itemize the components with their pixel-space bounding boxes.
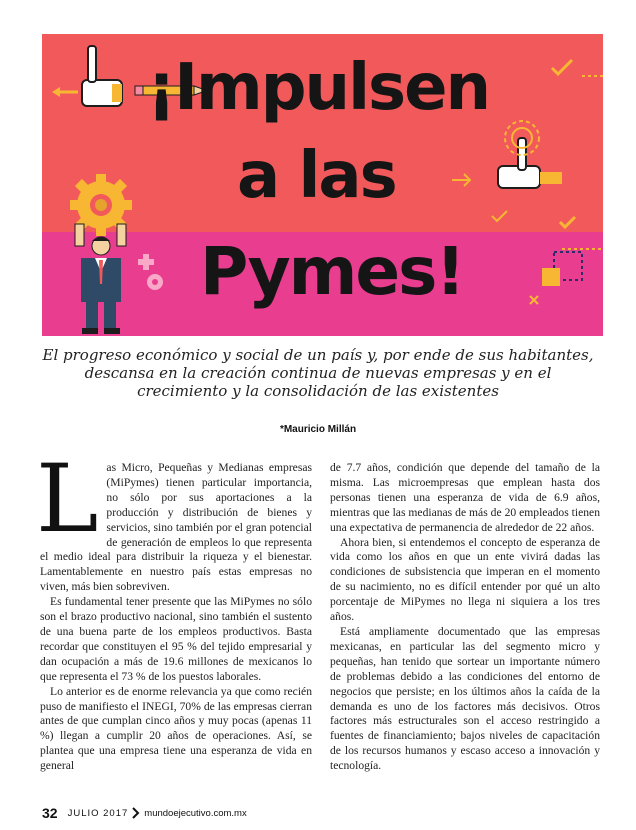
dotted-square-icon — [542, 252, 582, 286]
article-column-1 — [36, 445, 312, 774]
pointing-hand-icon — [52, 46, 122, 106]
body-paragraph: Lo anterior es de enorme relevancia ya que como recién puso de manifiesto el INEGI, 70% de las empresas cierran antes de que cumplan cinco años y muy pocas (apenas 11 %) llegan a cumplir 20 años de operaciones. Así, se plantea que una empresa tiene una esperanza de vida en general — [40, 684, 312, 773]
body-paragraph: Es fundamental tener presente que las MiPymes no sólo son el brazo productivo nacional, sino también el sustento de una buena parte de los empleos productivos. Basta recordar que constituyen el 95 % del tejido empresarial y dan ocupación a más de 19.6 millones de mexicanos lo que representa el 73 % de los puestos laborales. — [40, 595, 312, 683]
hero-banner — [42, 34, 603, 336]
page-footer — [42, 805, 247, 821]
article-subtitle: El progreso económico y social de un país y, por ende de sus habitantes, descansa en la creación continua de nuevas empresas y en el crecimiento y la consolidación de las existentes — [42, 346, 594, 400]
author-byline: *Mauricio Millán — [279, 424, 357, 435]
body-paragraph: de 7.7 años, condición que depende del tamaño de la misma. Las microempresas que emplean hasta dos personas tienen una esperanza de vida de 6.9 años, mientras que las medianas de más de 20 empleados tienen una expectativa de permanencia de alrededor de 22 años. — [330, 461, 600, 534]
body-paragraph: Está ampliamente documentado que las empresas mexicanas, en particular las del segmento micro y pequeñas, han tenido que sortear un importante número de problemas debido a las condiciones del entorno de negocios que persiste; en los últimos años la caída de la demanda es uno de los factores más decisivos. Otros factores más estructurales son el acceso restringido a fuentes de financiamiento; bajos niveles de capacitación de los recursos humanos y escaso acceso a innovación y tecnología. — [330, 624, 600, 773]
drop-cap: L — [36, 445, 99, 554]
x-mark-icon — [530, 296, 538, 304]
page-number: 32 — [42, 805, 58, 821]
issue-date: JULIO 2017 — [67, 807, 129, 819]
article-column-2 — [330, 461, 600, 774]
chevron-right-icon — [132, 807, 140, 819]
body-paragraph: Ahora bien, si entendemos el concepto de esperanza de vida como los años en que un ente vivirá dadas las condiciones de subsistencia que imperan en el momento de su nacimiento, no es difícil entender por qué un alto porcentaje de MiPymes no llega ni siquiera a los tres años. — [330, 535, 600, 624]
body-paragraph: as Micro, Pequeñas y Medianas empresas (MiPymes) tienen particular importancia, no sólo por sus aportaciones a la producción y distribución de bienes y servicios, sino también por el gran potencial de generación de empleos lo que representa el medio ideal para distribuir la riqueza y el bienestar. Lamentablemente en nuestro país estas empresas no viven, más bien sobreviven. — [40, 461, 312, 594]
headline-line-3: Pymes! — [200, 233, 464, 310]
small-gear-icon — [147, 274, 163, 290]
headline-line-2: a las — [237, 139, 396, 213]
checkmark-icon — [492, 60, 575, 227]
arrow-icon — [452, 174, 470, 186]
businessman-icon — [75, 224, 126, 334]
site-url-link[interactable]: mundoejecutivo.com.mx — [144, 807, 247, 819]
plus-icon — [138, 254, 154, 270]
touch-hand-icon — [498, 121, 562, 188]
headline-line-1: ¡Impulsen — [147, 51, 490, 125]
